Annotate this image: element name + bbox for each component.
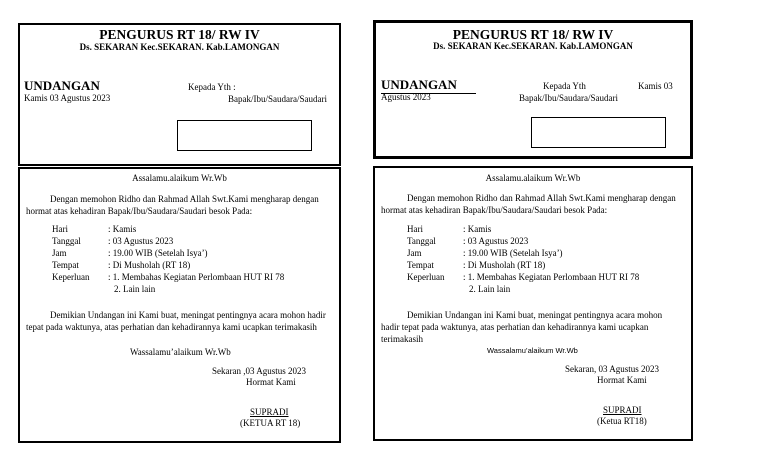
signer-role: (KETUA RT 18) bbox=[240, 418, 301, 428]
wassalam: Wassalamu’alaikum Wr.Wb bbox=[130, 347, 231, 357]
header-box bbox=[373, 20, 693, 159]
signer-role: (Ketua RT18) bbox=[597, 416, 647, 426]
undangan-heading: UNDANGAN bbox=[24, 78, 100, 93]
kepada-label: Kepada Yth bbox=[543, 81, 586, 91]
kepada-label: Kepada Yth : bbox=[188, 82, 236, 92]
letter-date: Kamis 03 Agustus 2023 bbox=[24, 93, 111, 103]
closing-paragraph: Demikian Undangan ini Kami buat, meningat pentingnya acara mohon hadir tepat pada waktunya, atas perhatian dan kehadirannya kami ucapkan terimakasih bbox=[26, 310, 326, 332]
detail-keperluan: Keperluan : 1. Membahas Kegiatan Perlombaan HUT RI 78 bbox=[407, 272, 640, 282]
place-date: Sekaran ,03 Agustus 2023 bbox=[212, 366, 306, 376]
recipient-label: Bapak/Ibu/Saudara/Saudari bbox=[519, 93, 618, 103]
detail-hari: Hari : Kamis bbox=[52, 224, 137, 234]
org-title: PENGURUS RT 18/ RW IV bbox=[452, 27, 614, 42]
letter-date: Agustus 2023 bbox=[381, 92, 431, 102]
detail-jam: Jam : 19.00 WIB (Setelah Isya’) bbox=[52, 248, 208, 258]
signer-name: SUPRADI bbox=[250, 407, 289, 417]
recipient-label: Bapak/Ibu/Saudara/Saudari bbox=[228, 94, 327, 104]
detail-tempat: Tempat : Di Musholah (RT 18) bbox=[52, 260, 191, 270]
hormat-kami: Hormat Kami bbox=[597, 375, 647, 385]
intro-paragraph: Dengan memohon Ridho dan Rahmad Allah Swt.Kami mengharap dengan hormat atas kehadiran Bapak/Ibu/Saudara/Saudari besok Pada: bbox=[26, 194, 319, 216]
org-address: Ds. SEKARAN Kec.SEKARAN. Kab.LAMONGAN bbox=[79, 42, 280, 52]
detail-tanggal: Tanggal : 03 Agustus 2023 bbox=[52, 236, 174, 246]
detail-keperluan-2: 2. Lain lain bbox=[469, 284, 511, 294]
org-title: PENGURUS RT 18/ RW IV bbox=[99, 27, 260, 42]
detail-keperluan-2: 2. Lain lain bbox=[114, 284, 156, 294]
place-date: Sekaran, 03 Agustus 2023 bbox=[565, 364, 659, 374]
detail-keperluan: Keperluan : 1. Membahas Kegiatan Perlombaan HUT RI 78 bbox=[52, 272, 285, 282]
letter-day: Kamis 03 bbox=[638, 81, 673, 91]
org-address: Ds. SEKARAN Kec.SEKARAN. Kab.LAMONGAN bbox=[433, 41, 633, 51]
hormat-kami: Hormat Kami bbox=[246, 377, 296, 387]
detail-tanggal: Tanggal : 03 Agustus 2023 bbox=[407, 236, 529, 246]
greeting: Assalamu.alaikum Wr.Wb bbox=[485, 173, 581, 183]
closing-paragraph: Demikian Undangan ini Kami buat, meningat pentingnya acara mohon hadir tepat pada waktunya, atas perhatian dan kehadirannya kami ucapkan terimakasih bbox=[381, 310, 663, 344]
recipient-name-box bbox=[531, 117, 666, 148]
detail-tempat: Tempat : Di Musholah (RT 18) bbox=[407, 260, 546, 270]
detail-hari: Hari : Kamis bbox=[407, 224, 492, 234]
body-box bbox=[373, 166, 693, 441]
undangan-heading: UNDANGAN bbox=[381, 77, 476, 94]
intro-paragraph: Dengan memohon Ridho dan Rahmad Allah Swt.Kami mengharap dengan hormat atas kehadiran Bapak/Ibu/Saudara/Saudari besok Pada: bbox=[381, 193, 676, 215]
wassalam: Wassalamu’alaikum Wr.Wb bbox=[487, 346, 578, 355]
signer-name: SUPRADI bbox=[603, 405, 642, 415]
greeting: Assalamu.alaikum Wr.Wb bbox=[132, 173, 227, 183]
detail-jam: Jam : 19.00 WIB (Setelah Isya’) bbox=[407, 248, 563, 258]
